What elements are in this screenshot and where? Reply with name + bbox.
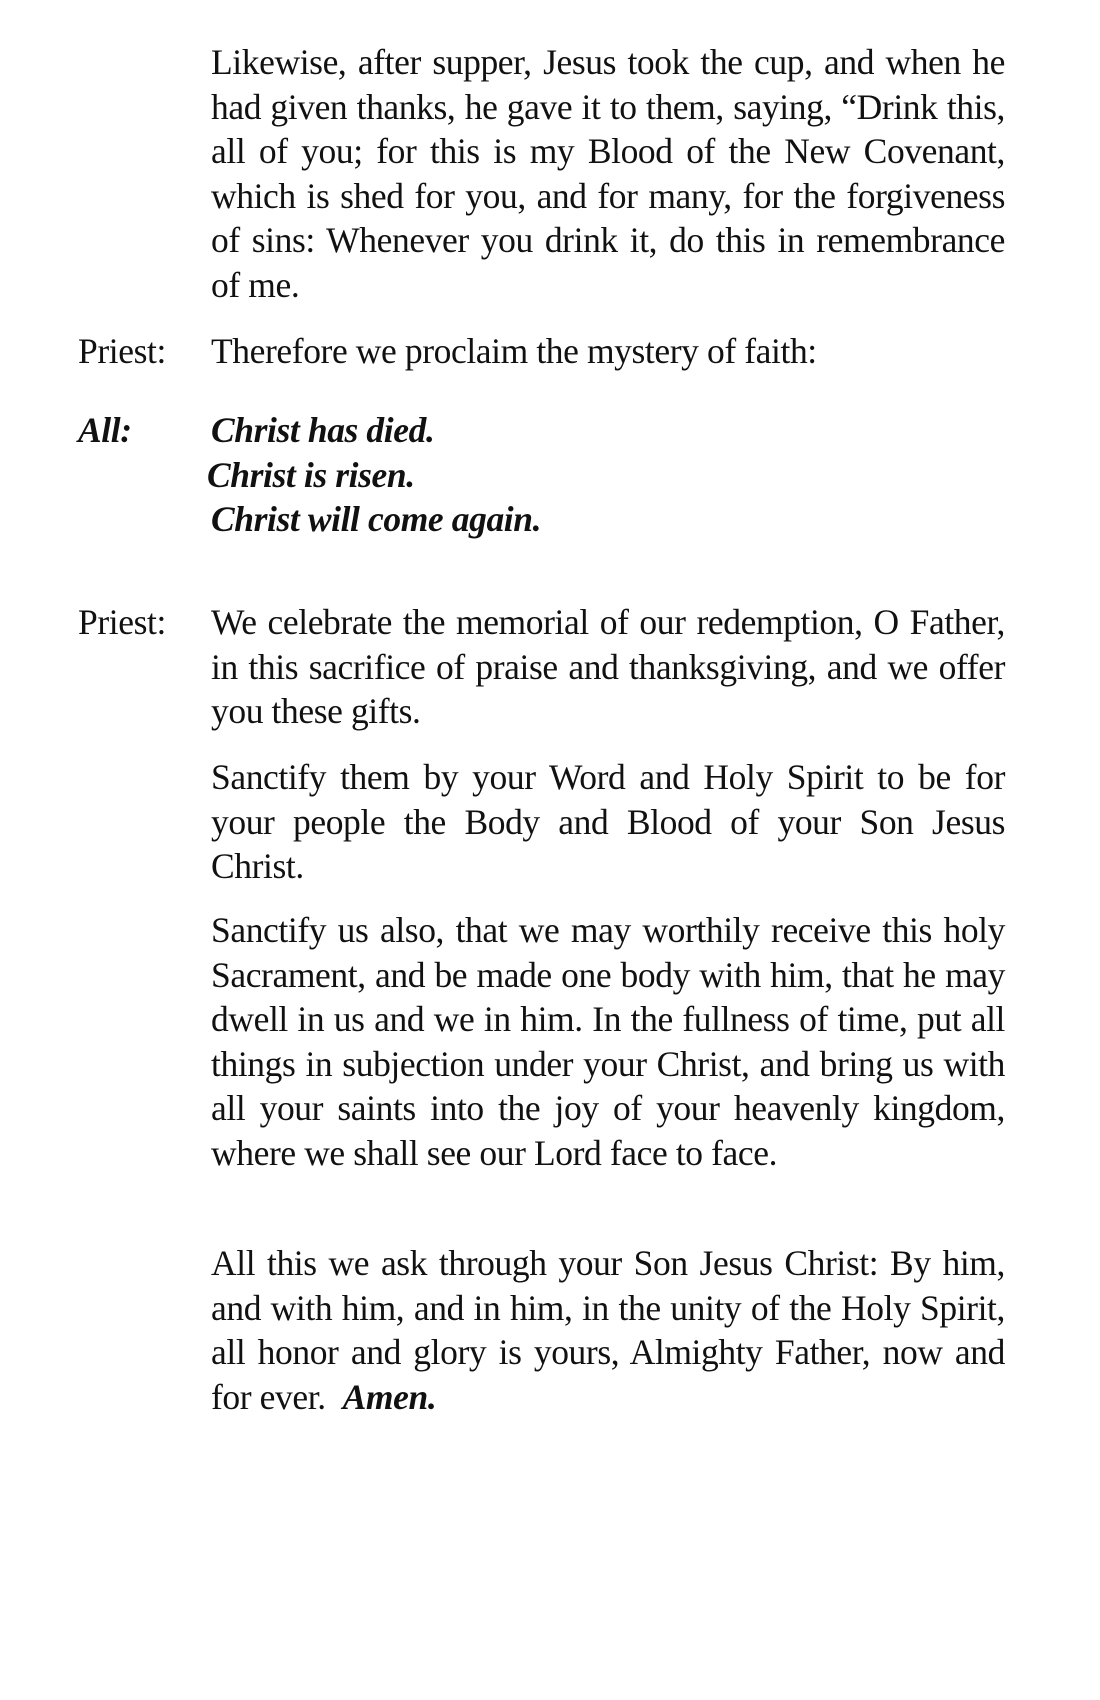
acclamation-line-3: Christ will come again. <box>211 499 542 539</box>
priest-label-memorial: Priest: <box>78 602 166 642</box>
priest-label-proclaim: Priest: <box>78 331 166 371</box>
memorial-text: We celebrate the memorial of our redemption, O Father, in this sacrifice of praise and thanksgiving, and we offer you these gifts. <box>211 602 1005 731</box>
doxology-paragraph <box>211 1241 1005 1419</box>
doxology-text: All this we ask through your Son Jesus Christ: By him, and with him, and in him, in the unity of the Holy Spirit, all honor and glory is yours, Almighty Father, now and for ever. <box>211 1243 1005 1417</box>
cup-paragraph: Likewise, after supper, Jesus took the cup, and when he had given thanks, he gave it to them, saying, “Drink this, all of you; for this is my Blood of the New Covenant, which is shed for you, and for many, for the forgiveness of sins: Whenever you drink it, do this in remembrance of me. <box>211 42 1005 305</box>
sanctify-gifts-paragraph: Sanctify them by your Word and Holy Spirit to be for your people the Body and Blood of your Son Jesus Christ. <box>211 757 1005 886</box>
acclamation-line-2: Christ is risen. <box>207 454 415 495</box>
acclamation-line-1: Christ has died. <box>211 410 435 450</box>
memorial-acclamation <box>207 408 1005 542</box>
amen-response: Amen. <box>342 1376 437 1417</box>
all-label: All: <box>78 410 132 450</box>
sanctify-us-paragraph: Sanctify us also, that we may worthily receive this holy Sacrament, and be made one body with him, that he may dwell in us and we in him. In the fullness of time, put all things in subjection under your Christ, and bring us with all your saints into the joy of your heavenly kingdom, where we shall see our Lord face to face. <box>211 910 1005 1173</box>
proclaim-text: Therefore we proclaim the mystery of faith: <box>211 331 817 371</box>
